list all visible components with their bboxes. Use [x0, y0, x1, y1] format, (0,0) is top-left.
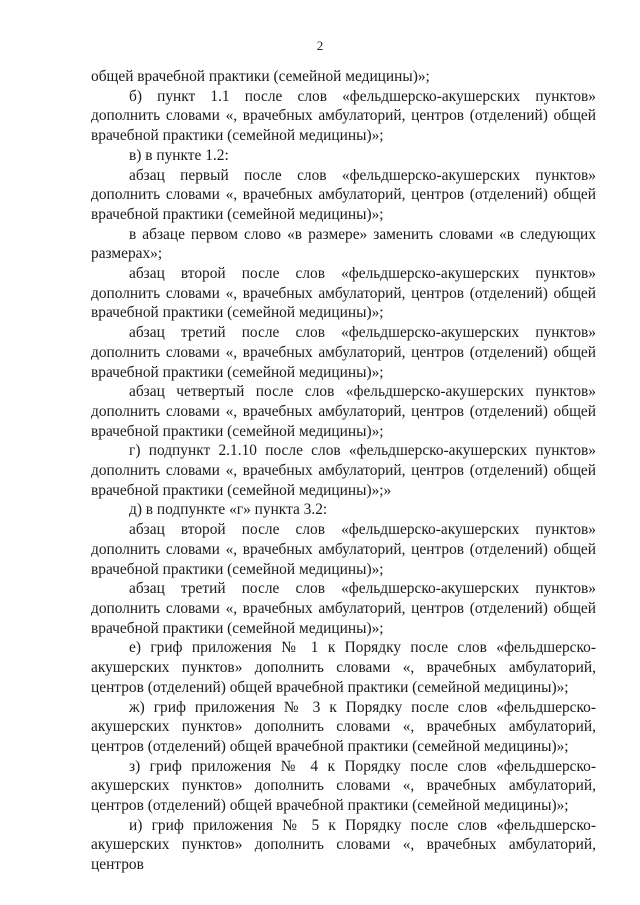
paragraph: б) пункт 1.1 после слов «фельдшерско-акушерских пунктов» дополнить словами «, врачебных амбулаторий, центров (отделений) общей врачебной практики (семейной медицины)»;: [91, 87, 596, 145]
paragraph: абзац третий после слов «фельдшерско-акушерских пунктов» дополнить словами «, врачебных амбулаторий, центров (отделений) общей врачебной практики (семейной медицины)»;: [91, 324, 596, 381]
paragraph: абзац второй после слов «фельдшерско-акушерских пунктов» дополнить словами «, врачебных амбулаторий, центров (отделений) общей врачебной практики (семейной медицины)»;: [91, 265, 596, 322]
paragraph: абзац второй после слов «фельдшерско-акушерских пунктов» дополнить словами «, врачебных амбулаторий, центров (отделений) общей врачебной практики (семейной медицины)»;: [91, 521, 596, 578]
body-text: [91, 67, 596, 875]
paragraph: з) гриф приложения № 4 к Порядку после слов «фельдшерско-акушерских пунктов» дополнить словами «, врачебных амбулаторий, центров (отделений) общей врачебной практики (семейной медицины)»;: [91, 757, 596, 815]
paragraph: в) в пункте 1.2:: [129, 146, 229, 164]
paragraph: ж) гриф приложения № 3 к Порядку после слов «фельдшерско-акушерских пунктов» дополнить словами «, врачебных амбулаторий, центров (отделений) общей врачебной практики (семейной медицины)»;: [91, 698, 596, 755]
paragraph: д) в подпункте «г» пункта 3.2:: [129, 501, 328, 519]
paragraph: е) гриф приложения № 1 к Порядку после слов «фельдшерско-акушерских пунктов» дополнить словами «, врачебных амбулаторий, центров (отделений) общей врачебной практики (семейной медицины)»;: [91, 639, 596, 696]
paragraph: г) подпункт 2.1.10 после слов «фельдшерско-акушерских пунктов» дополнить словами «, врачебных амбулаторий, центров (отделений) общей врачебной практики (семейной медицины)»;»: [91, 442, 596, 499]
paragraph: общей врачебной практики (семейной медицины)»;: [91, 68, 430, 85]
paragraph: абзац первый после слов «фельдшерско-акушерских пунктов» дополнить словами «, врачебных амбулаторий, центров (отделений) общей врачебной практики (семейной медицины)»;: [91, 166, 596, 223]
paragraph: абзац третий после слов «фельдшерско-акушерских пунктов» дополнить словами «, врачебных амбулаторий, центров (отделений) общей врачебной практики (семейной медицины)»;: [91, 580, 596, 637]
paragraph: абзац четвертый после слов «фельдшерско-акушерских пунктов» дополнить словами «, врачебных амбулаторий, центров (отделений) общей врачебной практики (семейной медицины)»;: [91, 383, 596, 440]
paragraph: в абзаце первом слово «в размере» заменить словами «в следующих размерах»;: [91, 225, 596, 263]
page-number: 2: [316, 38, 324, 53]
paragraph: и) гриф приложения № 5 к Порядку после слов «фельдшерско-акушерских пунктов» дополнить словами «, врачебных амбулаторий, центров: [91, 816, 596, 874]
